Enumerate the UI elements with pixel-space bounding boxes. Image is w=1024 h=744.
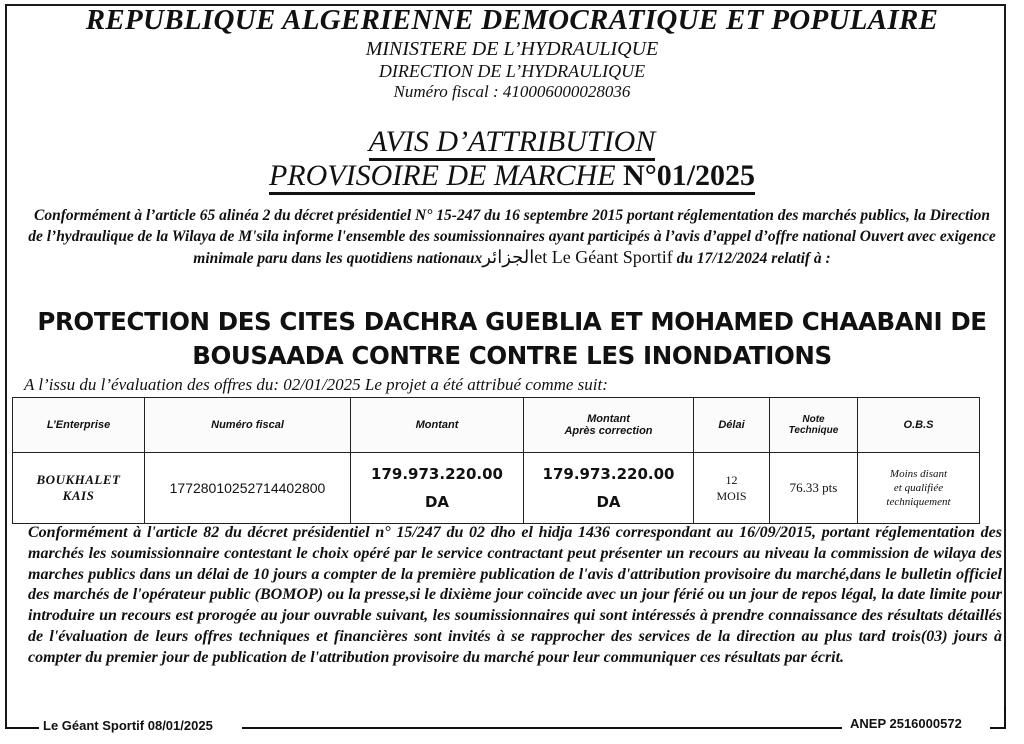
col-header-technical-score: Note Technique <box>770 398 858 453</box>
recourse-paragraph: Conformément à l'article 82 du décret présidentiel n° 15/247 du 02 dho el hidja 1436 correspondant au 16/09/2015, portant réglementation des marchés les soumissionnaire contestant le choix opéré par le service contractant peut présenter un recours au niveau la commission de wilaya des marches publics dans un délai de 10 jours a compter de la première publication de l'avis d'attribution provisoire du marché,dans le bulletin officiel des marchés de l'opérateur public (BOMOP) ou la presse,si le dixième jour coïncide avec un jour férié ou un jour de repos légal, la date limite pour introduire un recours est prorogée au jour ouvrable suivant, les soumissionnaires qui sont intéressés à prendre connaissance des résultats détaillés de l'évaluation de leurs offres techniques et financières sont invités à se rapprocher des services de la direction au plus tard trois(03) jours à compter du premier jour de publication de l'attribution provisoire du marché pour leur communiquer ces résultats par écrit. <box>28 524 1002 666</box>
footer-rule-left <box>5 727 39 729</box>
col-header-corrected-amount: Montant Après correction <box>524 398 694 453</box>
cell-fiscal-number: 17728010252714402800 <box>145 453 351 524</box>
amount-unit: DA <box>424 493 450 511</box>
direction-heading: DIRECTION DE L’HYDRAULIQUE <box>378 61 646 81</box>
col-header-enterprise: L’Enterprise <box>13 398 145 453</box>
intro-text: Conformément à l’article 65 alinéa 2 du décret présidentiel N° 15-247 du 16 septembre 2015 portant réglementation des marchés publics, la Direction de l’hydraulique de la Wilaya de M'sila informe l'ensemble des soumissionnaires ayant participés à l’avis d’appel d’offre national Ouvert avec exigence minimale paru dans les quotidiens nationaux <box>28 207 996 267</box>
project-title <box>0 305 1024 373</box>
footer <box>5 716 1006 736</box>
obs-line2: et qualifiée <box>893 482 944 494</box>
delay-value: 12 <box>725 473 738 487</box>
notice-title-text2: PROVISOIRE DE MARCHE <box>268 159 624 192</box>
newspaper-arabic: الجزائر <box>482 247 535 267</box>
evaluation-line: A l’issu du l’évaluation des offres du: 02/01/2025 Le projet a été attribué comme suit: <box>24 375 608 394</box>
republic-heading: REPUBLIQUE ALGERIENNE DEMOCRATIQUE ET POPULAIRE <box>85 4 939 36</box>
cell-technical-score: 76.33 pts <box>770 453 858 524</box>
col-header-obs: O.B.S <box>858 398 980 453</box>
conjunction: et <box>534 247 552 267</box>
obs-line1: Moins disant <box>889 468 948 480</box>
project-title-line2: BOUSAADA CONTRE CONTRE LES INONDATIONS <box>192 341 832 370</box>
publication-source: Le Géant Sportif 08/01/2025 <box>43 718 213 733</box>
obs-line3: techniquement <box>886 496 951 508</box>
anep-reference: ANEP 2516000572 <box>850 716 962 731</box>
amount-value: 179.973.220.00 <box>371 465 503 483</box>
table-row <box>13 453 980 524</box>
notice-title-line1 <box>0 125 1024 159</box>
col-header-amount: Montant <box>351 398 524 453</box>
frame-corner <box>1004 706 1006 728</box>
cell-delay <box>694 453 770 524</box>
corrected-amount-unit: DA <box>596 493 621 511</box>
cell-enterprise: BOUKHALET KAIS <box>13 453 145 524</box>
market-number: N°01/2025 <box>623 159 756 192</box>
cell-amount <box>351 453 524 524</box>
cell-corrected-amount <box>524 453 694 524</box>
notice-title-line2 <box>0 159 1024 193</box>
corrected-amount-value: 179.973.220.00 <box>542 465 675 483</box>
col-header-fiscal-number: Numéro fiscal <box>145 398 351 453</box>
notice-title-underline <box>269 159 755 195</box>
ministry-heading: MINISTERE DE L’HYDRAULIQUE <box>365 38 659 60</box>
newspaper-french: Le Géant Sportif <box>551 247 673 267</box>
table-header-row <box>13 398 980 453</box>
project-title-line1: PROTECTION DES CITES DACHRA GUEBLIA ET MOHAMED CHAABANI DE <box>37 307 987 336</box>
footer-rule-middle <box>242 727 842 729</box>
fiscal-number: Numéro fiscal : 410006000028036 <box>393 82 631 101</box>
intro-date: du 17/12/2024 relatif à : <box>672 250 831 267</box>
delay-unit: MOIS <box>716 489 747 503</box>
col-header-delay: Délai <box>694 398 770 453</box>
award-table <box>12 397 980 524</box>
cell-obs <box>858 453 980 524</box>
notice-title-text: AVIS D’ATTRIBUTION <box>369 125 656 161</box>
intro-paragraph <box>28 205 996 269</box>
